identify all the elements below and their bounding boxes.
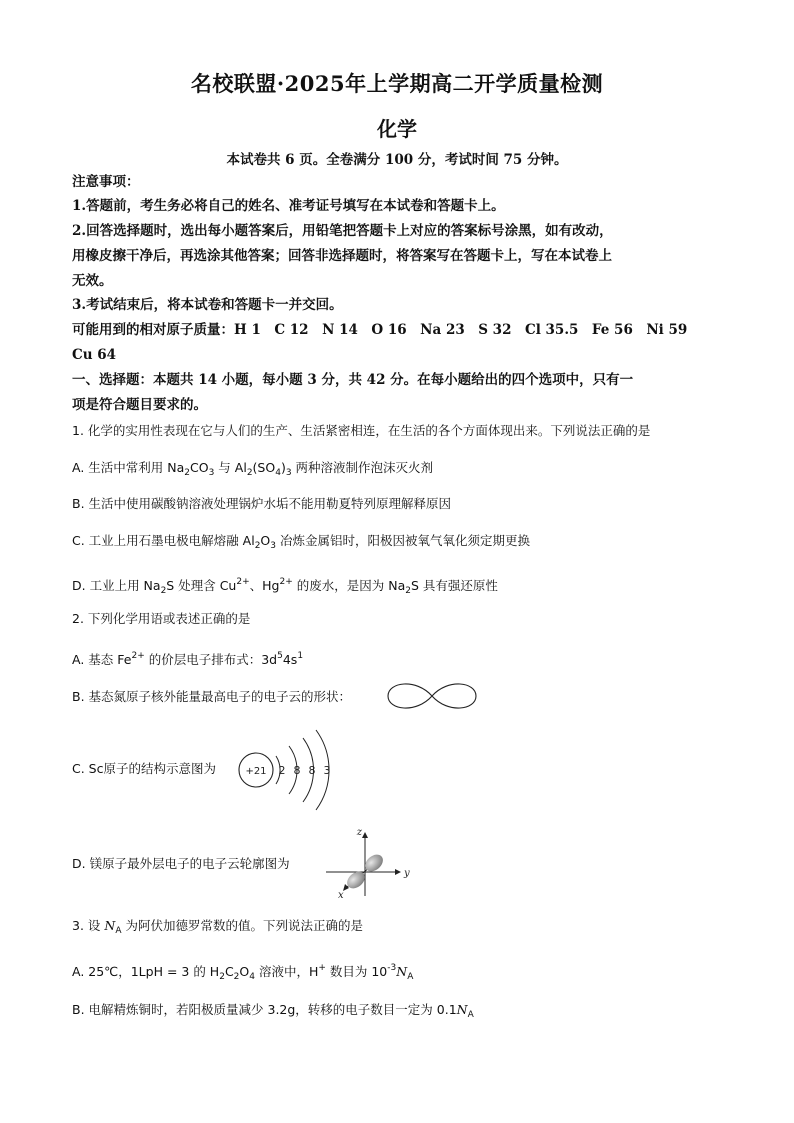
superscript: 2+ — [131, 651, 145, 661]
subscript: 3 — [270, 541, 276, 551]
formula: ) — [280, 460, 286, 475]
q1-a-text: 与 — [214, 460, 235, 475]
notes-heading: 注意事项： — [72, 174, 140, 190]
nucleus-charge: +21 — [245, 766, 267, 777]
exam-title: 名校联盟·2025年上学期高二开学质量检测 — [190, 71, 604, 96]
formula: O — [239, 964, 250, 979]
superscript: 1 — [297, 651, 304, 661]
note-item-1: 1.答题前，考生务必将自己的姓名、准考证号填写在本试卷和答题卡上。 — [72, 198, 505, 214]
q3-text: 3. 设 — [72, 918, 105, 933]
q1-a-text: 两种溶液制作泡沫灭火剂 — [291, 460, 434, 475]
formula: Cu — [219, 578, 237, 593]
q2-option-a — [72, 646, 732, 670]
q1-c-text: 冶炼金属铝时，阳极因被氧气氧化须定期更换 — [276, 533, 530, 548]
subscript: 2 — [233, 972, 240, 982]
q2-a-text: A. 基态 — [72, 652, 118, 667]
subscript: A — [467, 1010, 474, 1020]
subscript: 2 — [184, 468, 191, 478]
q1-option-a — [72, 458, 732, 483]
subscript: 2 — [254, 541, 261, 551]
q3-stem — [72, 916, 732, 941]
shell-electrons: 8 — [308, 764, 316, 777]
atomic-mass-line-2: Cu 64 — [72, 347, 117, 363]
q3-a-text: 溶液中，H — [254, 964, 319, 979]
q1-option-d — [72, 572, 732, 601]
avogadro-symbol: N — [456, 1002, 468, 1017]
superscript: 2+ — [236, 577, 250, 587]
subscript: 2 — [405, 586, 411, 596]
subscript: 2 — [219, 972, 225, 982]
shell-electrons: 8 — [293, 764, 301, 777]
q3-option-b — [72, 1000, 732, 1025]
q1-option-b: B. 生活中使用碳酸钠溶液处理锅炉水垢不能用勒夏特列原理解释原因 — [72, 496, 452, 511]
formula: Al — [242, 533, 255, 548]
formula: S — [410, 578, 419, 593]
superscript: + — [318, 963, 326, 973]
q1-d-text: D. 工业上用 — [72, 578, 144, 593]
formula: O — [260, 533, 271, 548]
formula: C — [224, 964, 234, 979]
superscript: 5 — [277, 651, 283, 661]
subject-title: 化学 — [377, 117, 417, 141]
electron-config: 3d — [261, 652, 278, 667]
note-item-3: 3.考试结束后，将本试卷和答题卡一并交回。 — [72, 297, 343, 313]
formula: Hg — [262, 578, 280, 593]
formula: Na — [388, 578, 406, 593]
formula: CO — [190, 460, 209, 475]
note-item-2-line-1: 2.回答选择题时，选出每小题答案后，用铅笔把答题卡上对应的答案标号涂黑，如有改动， — [72, 223, 613, 239]
formula: (SO — [252, 460, 276, 475]
y-axis-label: y — [404, 868, 410, 879]
q3-a-text: 数目为 10 — [325, 964, 388, 979]
q1-c-text: C. 工业上用石墨电极电解熔融 — [72, 533, 243, 548]
subscript: 2 — [246, 468, 253, 478]
subscript: 3 — [208, 468, 215, 478]
avogadro-symbol: N — [104, 918, 116, 933]
shell-electrons: 3 — [323, 764, 331, 777]
z-axis-label: z — [356, 827, 362, 838]
q3-text: 为阿伏加德罗常数的值。下列说法正确的是 — [121, 918, 363, 933]
subscript: A — [115, 926, 122, 936]
q3-option-a — [72, 958, 732, 987]
q1-a-text: A. 生活中常利用 — [72, 460, 168, 475]
section-heading-line-2: 项是符合题目要求的。 — [72, 397, 207, 413]
q1-d-text: 处理含 — [174, 578, 220, 593]
section-heading-line-1: 一、选择题：本题共 14 小题，每小题 3 分，共 42 分。在每小题给出的四个选项中，只有一 — [72, 372, 634, 388]
q2-option-c: C. Sc原子的结构示意图为 — [72, 761, 216, 776]
subscript: 4 — [249, 972, 255, 982]
shell-electrons: 2 — [278, 764, 286, 777]
formula: Na — [143, 578, 161, 593]
x-axis-label: x — [338, 890, 344, 900]
mg-orbital-contour-figure — [322, 826, 412, 900]
superscript: -3 — [387, 963, 397, 973]
superscript: 2+ — [279, 577, 293, 587]
atomic-mass-line-1: 可能用到的相对原子质量：H 1 C 12 N 14 O 16 Na 23 S 32 Cl 35.5 Fe 56 Ni 59 — [72, 322, 688, 338]
q2-option-b: B. 基态氮原子核外能量最高电子的电子云的形状： — [72, 689, 352, 704]
subscript: 3 — [285, 468, 292, 478]
q2-option-d: D. 镁原子最外层电子的电子云轮廓图为 — [72, 856, 290, 871]
q1-d-text: 、 — [249, 578, 263, 593]
subscript: A — [407, 972, 414, 982]
subscript: 4 — [275, 468, 281, 478]
note-item-2-line-3: 无效。 — [72, 273, 113, 289]
q1-d-text: 具有强还原性 — [418, 578, 498, 593]
q1-d-text: 的废水，是因为 — [292, 578, 389, 593]
formula: S — [166, 578, 175, 593]
p-orbital-dumbbell-figure — [386, 680, 478, 712]
q2-a-text: 的价层电子排布式： — [144, 652, 262, 667]
exam-info: 本试卷共 6 页。全卷满分 100 分，考试时间 75 分钟。 — [226, 152, 568, 168]
q1-option-c — [72, 531, 732, 556]
q2-stem: 2. 下列化学用语或表述正确的是 — [72, 611, 251, 626]
avogadro-symbol: N — [396, 964, 408, 979]
q1-stem: 1. 化学的实用性表现在它与人们的生产、生活紧密相连，在生活的各个方面体现出来。下列说法正确的是 — [72, 423, 651, 438]
note-item-2-line-2: 用橡皮擦干净后，再选涂其他答案；回答非选择题时，将答案写在答题卡上，写在本试卷上 — [72, 248, 612, 264]
formula: Na — [167, 460, 185, 475]
formula: Fe — [117, 652, 132, 667]
q3-a-text: A. 25℃，1LpH = 3 的 — [72, 964, 210, 979]
q3-b-text: B. 电解精炼铜时，若阳极质量减少 3.2g，转移的电子数目一定为 0.1 — [72, 1002, 457, 1017]
formula: H — [209, 964, 220, 979]
sc-atom-structure-figure — [236, 726, 336, 818]
formula: Al — [234, 460, 247, 475]
subscript: 2 — [160, 586, 167, 596]
electron-config: 4s — [282, 652, 298, 667]
